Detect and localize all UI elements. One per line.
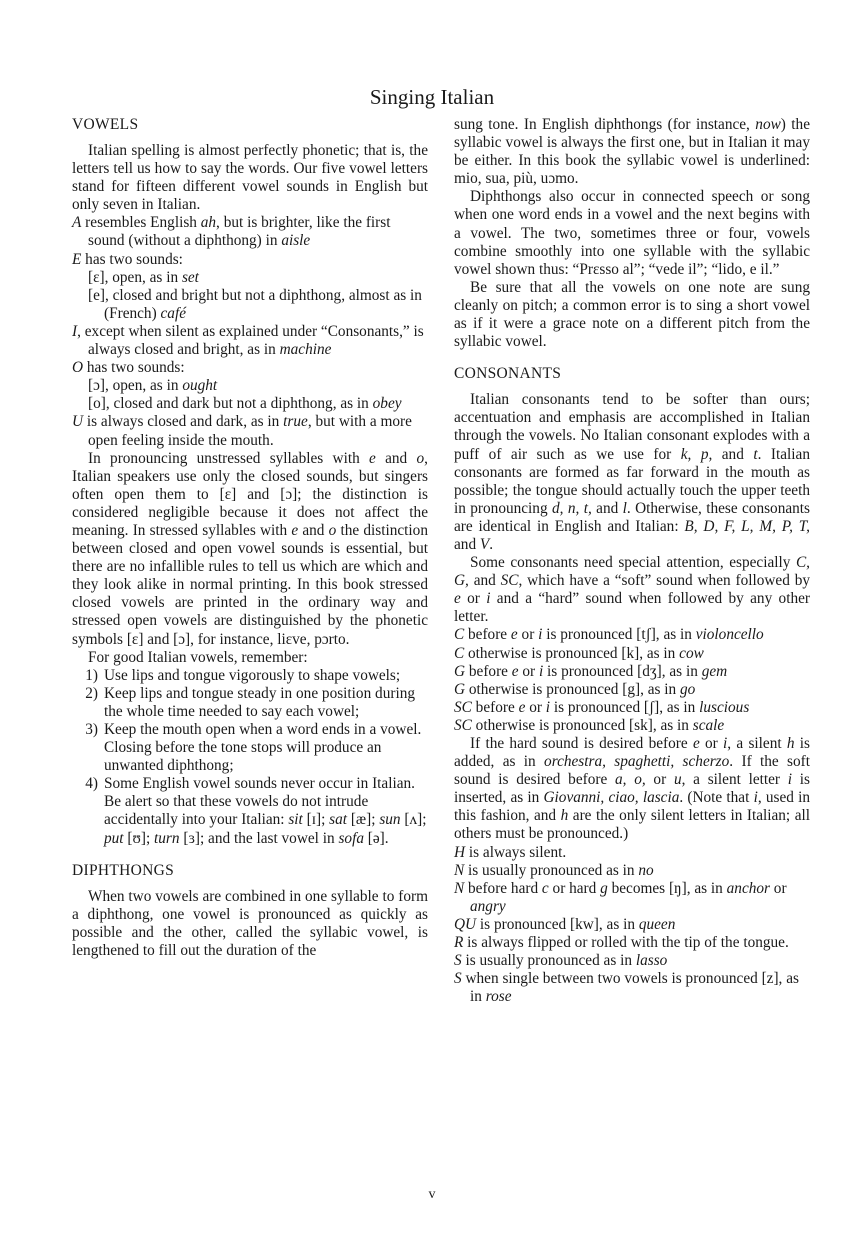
diphthongs-intro-paragraph: When two vowels are combined in one syllable to form a diphthong, one vowel is pronounced as quickly as possible and the other, called the syllabic vowel, is lengthened to fill out the duration of the xyxy=(72,887,428,959)
rule-entry: G otherwise is pronounced [g], as in go xyxy=(454,680,696,698)
vowel-u-entry: U is always closed and dark, as in true, but with a more open feeling inside the mouth. xyxy=(72,413,412,449)
diphthongs-heading: DIPHTHONGS xyxy=(72,861,175,879)
consonant-rules-list xyxy=(454,626,810,735)
page-title: Singing Italian xyxy=(369,85,495,109)
consonant-rules-list-2 xyxy=(454,844,810,1007)
list-item-number: 1) xyxy=(85,666,98,684)
page-number: v xyxy=(428,1187,436,1202)
vowel-e-entry: E has two sounds: xyxy=(72,250,183,268)
rule-entry: H is always silent. xyxy=(454,843,567,861)
silent-letters-paragraph: If the hard sound is desired before e or i, a silent h is added, as in orchestra, spaghetti, scherzo. If the soft sound is desired before a, o, or u, a silent letter i is inserted, as in Giovanni, ciao, lascia. (Note that i, used in this fashion, and h are the only silent letters in Italian; all others must be pronounced.) xyxy=(454,735,811,843)
list-item xyxy=(72,667,428,685)
rule-entry: S is usually pronounced as in lasso xyxy=(454,952,668,970)
vowel-o-closed-entry: [o], closed and dark but not a diphthong, as in obey xyxy=(88,395,402,413)
rule-entry: C before e or i is pronounced [tʃ], as in violoncello xyxy=(454,626,764,644)
rule-entry: SC before e or i is pronounced [ʃ], as in luscious xyxy=(454,698,750,716)
vowel-e-open-entry: [ɛ], open, as in set xyxy=(88,268,199,286)
list-item xyxy=(72,775,428,847)
vowel-e-closed-entry: [e], closed and bright but not a diphthong, almost as in (French) café xyxy=(88,286,422,322)
rule-entry: R is always flipped or rolled with the tip of the tongue. xyxy=(454,934,789,952)
consonants-special-paragraph: Some consonants need special attention, especially C, G, and SC, which have a “soft” sound when followed by e or i and a “hard” sound when followed by any other letter. xyxy=(454,554,810,626)
list-item-number: 3) xyxy=(85,721,98,738)
list-item-number: 2) xyxy=(85,684,98,702)
rule-entry: SC otherwise is pronounced [sk], as in scale xyxy=(454,716,725,734)
vowel-a-entry: A resembles English ah, but is brighter, like the first sound (without a diphthong) in aisle xyxy=(72,214,391,250)
right-column xyxy=(454,116,810,1006)
vowel-tips-list xyxy=(72,667,428,848)
diphthongs-speech-paragraph: Diphthongs also occur in connected speech or song when one word ends in a vowel and the next begins with a vowel. The two, sometimes three or four, vowels combine smoothly into one syllable with the syllabic vowel shown thus: “Prɛsso al”; “vede il”; “lido, e il.” xyxy=(454,188,810,278)
rule-entry: G before e or i is pronounced [dʒ], as in gem xyxy=(454,662,728,680)
remember-paragraph: For good Italian vowels, remember: xyxy=(88,648,308,666)
consonants-intro-paragraph: Italian consonants tend to be softer than ours; accentuation and emphasis are accomplished in Italian through the vowels. No Italian consonant explodes with a puff of air such as we use for k, p, and t. Italian consonants are formed as far forward in the mouth as possible; the tongue should actually touch the upper teeth in pronouncing d, n, t, and l. Otherwise, these consonants are identical in English and Italian: B, D, F, L, M, P, T, and V. xyxy=(454,391,810,553)
left-column xyxy=(72,116,428,960)
vowel-i-entry: I, except when silent as explained under “Consonants,” is always closed and bright, as in machine xyxy=(72,322,424,359)
rule-entry: S when single between two vowels is pronounced [z], as in rose xyxy=(454,970,799,1006)
list-item-text: Some English vowel sounds never occur in Italian. Be alert so that these vowels do not intrude accidentally into your Italian: sit [ɪ]; sat [æ]; sun [ʌ]; put [ʊ]; turn [ɜ]; and the last vowel in sofa [ə]. xyxy=(104,775,427,847)
vowel-o-open-entry: [ɔ], open, as in ought xyxy=(88,377,218,395)
list-item-text: Keep lips and tongue steady in one position during the whole time needed to say each vowel; xyxy=(104,684,415,720)
consonants-heading: CONSONANTS xyxy=(454,365,562,383)
list-item-number: 4) xyxy=(85,775,98,793)
rule-entry: C otherwise is pronounced [k], as in cow xyxy=(454,644,704,662)
vowel-o-entry: O has two sounds: xyxy=(72,359,185,377)
list-item-text: Use lips and tongue vigorously to shape vowels; xyxy=(104,666,401,684)
rule-entry: N before hard c or hard g becomes [ŋ], as in anchor or angry xyxy=(454,879,787,915)
diphthongs-continued-paragraph: sung tone. In English diphthongs (for instance, now) the syllabic vowel is always the first one, but in Italian it may be either. In this book the syllabic vowel is underlined: mio, sua, più, uɔmo. xyxy=(454,116,810,188)
diphthongs-pitch-paragraph: Be sure that all the vowels on one note are sung cleanly on pitch; a common error is to sing a short vowel as if it were a grace note on a different pitch from the syllabic vowel. xyxy=(454,278,810,351)
vowels-heading: VOWELS xyxy=(72,116,139,133)
list-item xyxy=(72,685,428,721)
list-item xyxy=(72,721,428,775)
vowels-intro-paragraph: Italian spelling is almost perfectly phonetic; that is, the letters tell us how to say the words. Our five vowel letters stand for fifteen different vowel sounds in English but only seven in Italian. xyxy=(72,142,428,214)
rule-entry: N is usually pronounced as in no xyxy=(454,861,654,879)
rule-entry: QU is pronounced [kw], as in queen xyxy=(454,915,676,933)
unstressed-syllables-paragraph: In pronouncing unstressed syllables with e and o, Italian speakers use only the closed sounds, but singers often open them to [ɛ] and [ɔ]; the distinction is considered negligible because it does not affect the meaning. In stressed syllables with e and o the distinction between closed and open vowel sounds is essential, but there are no infallible rules to tell us which are which and they look alike in normal printing. In this book stressed closed vowels are printed in the ordinary way and stressed open vowels are distinguished by the phonetic symbols [ɛ] and [ɔ], for instance, liɛve, pɔrto. xyxy=(72,449,428,648)
list-item-text: Keep the mouth open when a word ends in a vowel. Closing before the tone stops will produce an unwanted diphthong; xyxy=(104,721,422,775)
